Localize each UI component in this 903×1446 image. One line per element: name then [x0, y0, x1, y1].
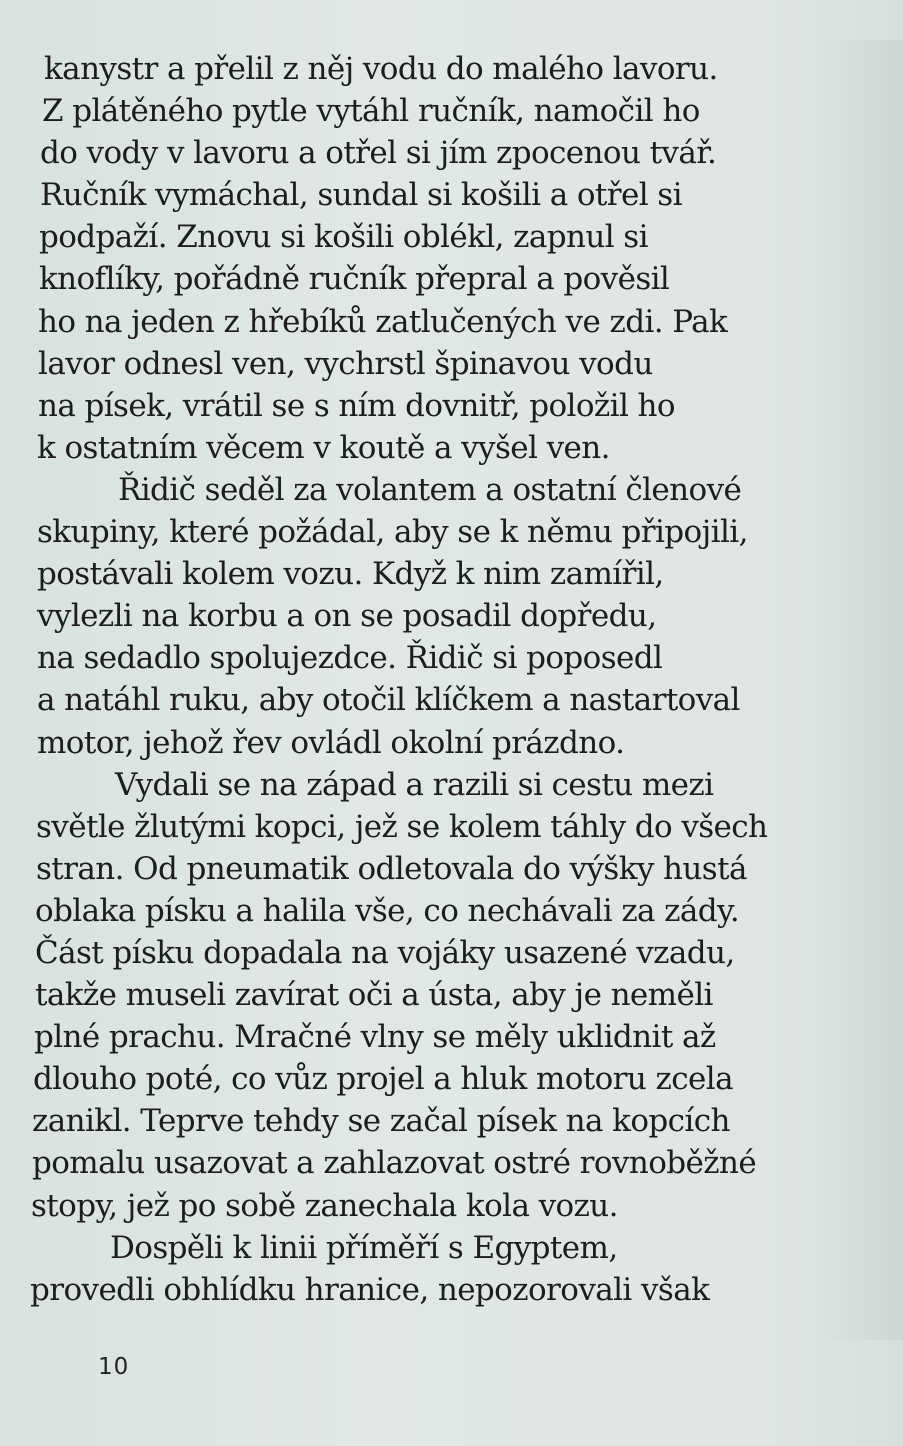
text-line: světle žlutými kopci, jež se kolem táhly do všech — [36, 808, 768, 845]
text-line: k ostatním věcem v koutě a vyšel ven. — [37, 429, 610, 466]
text-line: postávali kolem vozu. Když k nim zamířil, — [37, 556, 664, 593]
text-line: do vody v lavoru a otřel si jím zpocenou tvář. — [40, 135, 717, 172]
text-line: stopy, jež po sobě zanechala kola vozu. — [31, 1187, 618, 1224]
text-line: pomalu usazovat a zahlazovat ostré rovnoběžné — [32, 1145, 757, 1182]
text-line: Z plátěného pytle vytáhl ručník, namočil ho — [42, 93, 700, 130]
text-line: takže museli zavírat oči a ústa, aby je neměli — [35, 977, 713, 1014]
text-line: dlouho poté, co vůz projel a hluk motoru zcela — [33, 1061, 733, 1098]
text-line: oblaka písku a halila vše, co nechávali za zády. — [35, 892, 740, 929]
text-line: Vydali se na západ a razili si cestu mezi — [115, 766, 714, 803]
page-number: 10 — [98, 1354, 130, 1380]
text-line: motor, jehož řev ovládl okolní prázdno. — [37, 724, 625, 761]
text-line: Část písku dopadala na vojáky usazené vzadu, — [35, 934, 735, 971]
text-line: Dospěli k linii příměří s Egyptem, — [110, 1229, 618, 1266]
text-line: zanikl. Teprve tehdy se začal písek na kopcích — [32, 1103, 730, 1140]
text-line: podpaží. Znovu si košili oblékl, zapnul si — [39, 219, 648, 256]
text-line: vylezli na korbu a on se posadil dopředu, — [37, 598, 657, 635]
text-line: ho na jeden z hřebíků zatlučených ve zdi. Pak — [38, 303, 728, 340]
text-line: a natáhl ruku, aby otočil klíčkem a nastartoval — [37, 682, 740, 719]
text-line: lavor odnesl ven, vychrstl špinavou vodu — [38, 345, 653, 382]
text-line: knoflíky, pořádně ručník přepral a pověsil — [39, 261, 670, 298]
text-line: stran. Od pneumatik odletovala do výšky hustá — [36, 850, 747, 887]
text-line: kanystr a přelil z něj vodu do malého lavoru. — [44, 51, 718, 87]
text-line: skupiny, které požádal, aby se k němu připojili, — [37, 514, 748, 551]
text-line: na sedadlo spolujezdce. Řidič si poposedl — [37, 640, 663, 677]
facing-page-bleed — [818, 40, 903, 1340]
text-line: plné prachu. Mračné vlny se měly uklidnit až — [34, 1019, 716, 1056]
body-text — [30, 48, 820, 1311]
text-line: Ručník vymáchal, sundal si košili a otřel si — [40, 177, 682, 214]
text-line: Řidič seděl za volantem a ostatní členové — [118, 471, 742, 508]
text-line: na písek, vrátil se s ním dovnitř, položil ho — [38, 387, 675, 424]
text-line: provedli obhlídku hranice, nepozorovali však — [30, 1271, 710, 1308]
